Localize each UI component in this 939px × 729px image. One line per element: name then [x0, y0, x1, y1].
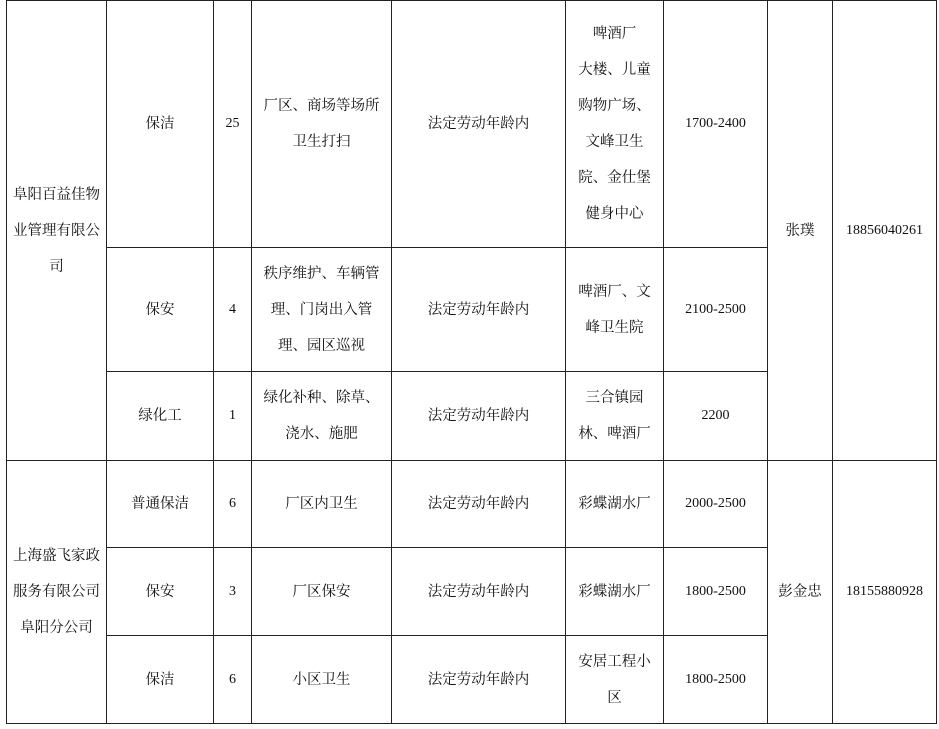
job-duties: 厂区、商场等场所卫生打扫: [252, 1, 392, 248]
table-row: [7, 461, 937, 548]
contact-phone: 18155880928: [833, 461, 937, 724]
work-location: 啤酒厂 大楼、儿童购物广场、文峰卫生院、金仕堡健身中心: [566, 1, 664, 248]
job-duties: 绿化补种、除草、浇水、施肥: [252, 372, 392, 461]
company-name: 阜阳百益佳物业管理有限公司: [7, 1, 107, 461]
job-position: 保安: [107, 548, 214, 636]
salary: 1800-2500: [664, 636, 768, 724]
job-position: 普通保洁: [107, 461, 214, 548]
table-row: [7, 1, 937, 248]
contact-phone: 18856040261: [833, 1, 937, 461]
work-location: 安居工程小区: [566, 636, 664, 724]
salary: 1800-2500: [664, 548, 768, 636]
job-count: 1: [214, 372, 252, 461]
work-location: 彩蝶湖水厂: [566, 548, 664, 636]
age-requirement: 法定劳动年龄内: [392, 461, 566, 548]
contact-person: 彭金忠: [768, 461, 833, 724]
age-requirement: 法定劳动年龄内: [392, 372, 566, 461]
salary: 2100-2500: [664, 248, 768, 372]
company-name: 上海盛飞家政服务有限公司阜阳分公司: [7, 461, 107, 724]
age-requirement: 法定劳动年龄内: [392, 548, 566, 636]
work-location: 彩蝶湖水厂: [566, 461, 664, 548]
job-duties: 小区卫生: [252, 636, 392, 724]
salary: 1700-2400: [664, 1, 768, 248]
salary: 2000-2500: [664, 461, 768, 548]
age-requirement: 法定劳动年龄内: [392, 636, 566, 724]
job-count: 6: [214, 461, 252, 548]
job-duties: 秩序维护、车辆管理、门岗出入管理、园区巡视: [252, 248, 392, 372]
job-count: 6: [214, 636, 252, 724]
job-duties: 厂区内卫生: [252, 461, 392, 548]
age-requirement: 法定劳动年龄内: [392, 248, 566, 372]
age-requirement: 法定劳动年龄内: [392, 1, 566, 248]
job-count: 25: [214, 1, 252, 248]
contact-person: 张璞: [768, 1, 833, 461]
work-location: 啤酒厂、文峰卫生院: [566, 248, 664, 372]
job-position: 保安: [107, 248, 214, 372]
job-count: 4: [214, 248, 252, 372]
job-count: 3: [214, 548, 252, 636]
job-position: 保洁: [107, 636, 214, 724]
salary: 2200: [664, 372, 768, 461]
job-duties: 厂区保安: [252, 548, 392, 636]
job-position: 绿化工: [107, 372, 214, 461]
job-position: 保洁: [107, 1, 214, 248]
job-listing-table: [6, 0, 937, 724]
work-location: 三合镇园林、啤酒厂: [566, 372, 664, 461]
